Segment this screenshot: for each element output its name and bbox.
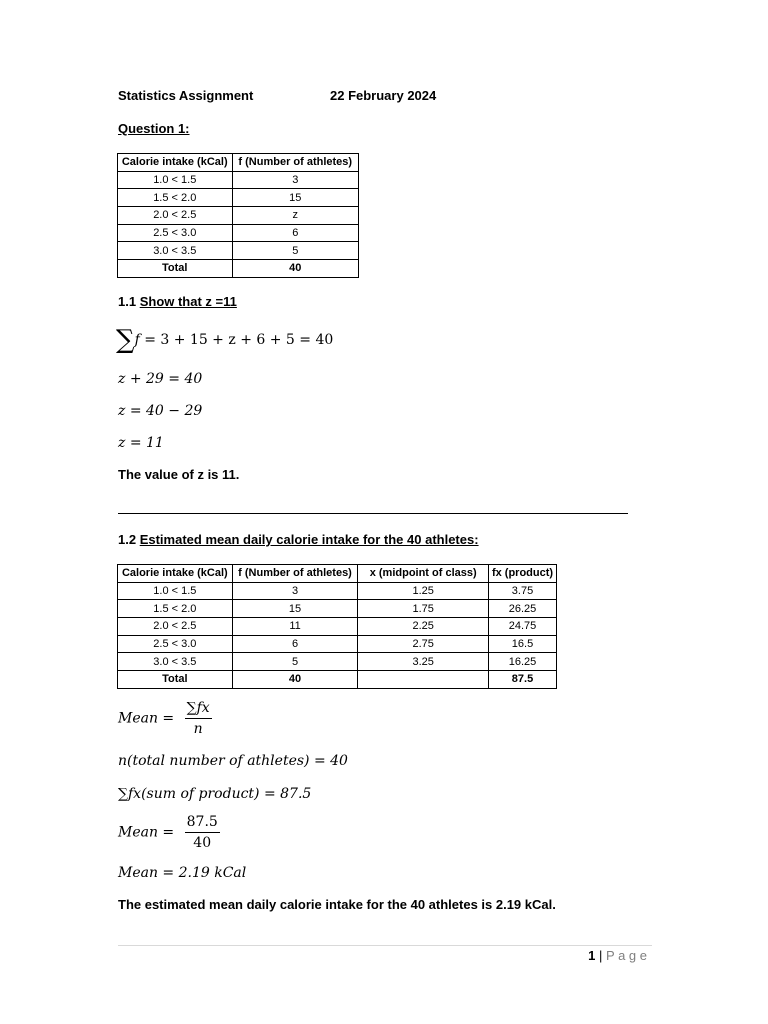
table-header-cell: Calorie intake (kCal) bbox=[118, 565, 233, 583]
table-cell: 3.0 < 3.5 bbox=[118, 242, 233, 260]
table-cell: 3.0 < 3.5 bbox=[118, 653, 233, 671]
table-cell: 16.25 bbox=[489, 653, 557, 671]
table-cell: 2.5 < 3.0 bbox=[118, 224, 233, 242]
table-header-cell: fx (product) bbox=[489, 565, 557, 583]
table-cell: Total bbox=[118, 671, 233, 689]
table-cell: 2.0 < 2.5 bbox=[118, 207, 233, 225]
table-header-cell: f (Number of athletes) bbox=[232, 154, 359, 172]
equation-rest: = 3 + 15 + z + 6 + 5 = 40 bbox=[139, 332, 334, 348]
table-header-row bbox=[118, 565, 557, 583]
table-cell: 1.5 < 2.0 bbox=[118, 189, 233, 207]
table-header-cell: x (midpoint of class) bbox=[358, 565, 489, 583]
table-cell: 26.25 bbox=[489, 600, 557, 618]
document-date: 22 February 2024 bbox=[330, 88, 437, 103]
table-row bbox=[118, 600, 557, 618]
table-cell: 1.75 bbox=[358, 600, 489, 618]
table-cell: 15 bbox=[232, 189, 359, 207]
table-cell: 15 bbox=[232, 600, 358, 618]
table-cell: 11 bbox=[232, 618, 358, 636]
table-cell: 3.75 bbox=[489, 582, 557, 600]
fraction-denominator: n bbox=[193, 721, 203, 737]
fraction-numerator: ∑fx bbox=[185, 700, 212, 719]
part-title: Show that z =11 bbox=[139, 294, 237, 309]
table-cell: 6 bbox=[232, 224, 359, 242]
question-label: Question 1: bbox=[118, 121, 190, 136]
table-header-cell: f (Number of athletes) bbox=[232, 565, 358, 583]
table-cell: 1.0 < 1.5 bbox=[118, 171, 233, 189]
equation-line: z + 29 = 40 bbox=[118, 371, 203, 387]
equation-sum bbox=[116, 325, 333, 355]
page-label: P a g e bbox=[606, 948, 647, 963]
table-row bbox=[118, 635, 557, 653]
part-number: 1.1 bbox=[118, 294, 137, 309]
table-cell: 87.5 bbox=[489, 671, 557, 689]
footer-divider bbox=[118, 945, 652, 946]
table-cell: 3.25 bbox=[358, 653, 489, 671]
table-cell: 3 bbox=[232, 582, 358, 600]
page-footer bbox=[588, 948, 647, 963]
table-cell bbox=[358, 671, 489, 689]
document-title: Statistics Assignment bbox=[118, 88, 254, 103]
table-row bbox=[118, 618, 557, 636]
table-cell: 5 bbox=[232, 242, 359, 260]
table-cell: 2.75 bbox=[358, 635, 489, 653]
fraction-denominator: 40 bbox=[193, 835, 212, 851]
table-cell: 40 bbox=[232, 671, 358, 689]
sum-equation: ∑fx(sum of product) = 87.5 bbox=[118, 786, 312, 802]
mean-result: Mean = 2.19 kCal bbox=[118, 865, 247, 881]
mean-substitution bbox=[118, 814, 220, 851]
table-total-row bbox=[118, 260, 359, 278]
table-row bbox=[118, 171, 359, 189]
fraction-numerator: 87.5 bbox=[185, 814, 220, 833]
part-1-2-heading bbox=[118, 532, 479, 547]
table-cell: 1.0 < 1.5 bbox=[118, 582, 233, 600]
section-divider bbox=[118, 513, 628, 514]
mean-label: Mean = bbox=[118, 710, 175, 727]
table-cell: 24.75 bbox=[489, 618, 557, 636]
frequency-table bbox=[117, 153, 359, 278]
table-cell: 2.5 < 3.0 bbox=[118, 635, 233, 653]
mean-calculation-table bbox=[117, 564, 557, 689]
part-1-1-conclusion: The value of z is 11. bbox=[118, 467, 240, 482]
part-1-2-conclusion: The estimated mean daily calorie intake for the 40 athletes is 2.19 kCal. bbox=[118, 897, 556, 912]
table-row bbox=[118, 242, 359, 260]
mean-label: Mean = bbox=[118, 824, 175, 841]
mean-fraction bbox=[185, 814, 220, 851]
part-1-1-heading bbox=[118, 294, 237, 309]
table-cell: z bbox=[232, 207, 359, 225]
table-cell: 16.5 bbox=[489, 635, 557, 653]
table-row bbox=[118, 224, 359, 242]
equation-variable: f bbox=[134, 332, 140, 348]
table-row bbox=[118, 189, 359, 207]
table-row bbox=[118, 653, 557, 671]
table-row bbox=[118, 582, 557, 600]
table-row bbox=[118, 207, 359, 225]
footer-separator: | bbox=[599, 948, 603, 963]
table-cell: 1.25 bbox=[358, 582, 489, 600]
table-total-row bbox=[118, 671, 557, 689]
page-number: 1 bbox=[588, 948, 596, 963]
table-cell: Total bbox=[118, 260, 233, 278]
n-equation: n(total number of athletes) = 40 bbox=[118, 753, 348, 769]
part-number: 1.2 bbox=[118, 532, 137, 547]
mean-formula bbox=[118, 700, 212, 737]
table-header-cell: Calorie intake (kCal) bbox=[118, 154, 233, 172]
table-cell: 6 bbox=[232, 635, 358, 653]
table-cell: 1.5 < 2.0 bbox=[118, 600, 233, 618]
table-cell: 2.25 bbox=[358, 618, 489, 636]
table-cell: 5 bbox=[232, 653, 358, 671]
equation-line: z = 11 bbox=[118, 435, 164, 451]
mean-fraction bbox=[185, 700, 212, 737]
table-header-row bbox=[118, 154, 359, 172]
table-cell: 3 bbox=[232, 171, 359, 189]
table-cell: 40 bbox=[232, 260, 359, 278]
table-cell: 2.0 < 2.5 bbox=[118, 618, 233, 636]
part-title: Estimated mean daily calorie intake for the 40 athletes: bbox=[139, 532, 479, 547]
equation-line: z = 40 − 29 bbox=[118, 403, 203, 419]
sigma-symbol: ∑ bbox=[116, 325, 135, 355]
